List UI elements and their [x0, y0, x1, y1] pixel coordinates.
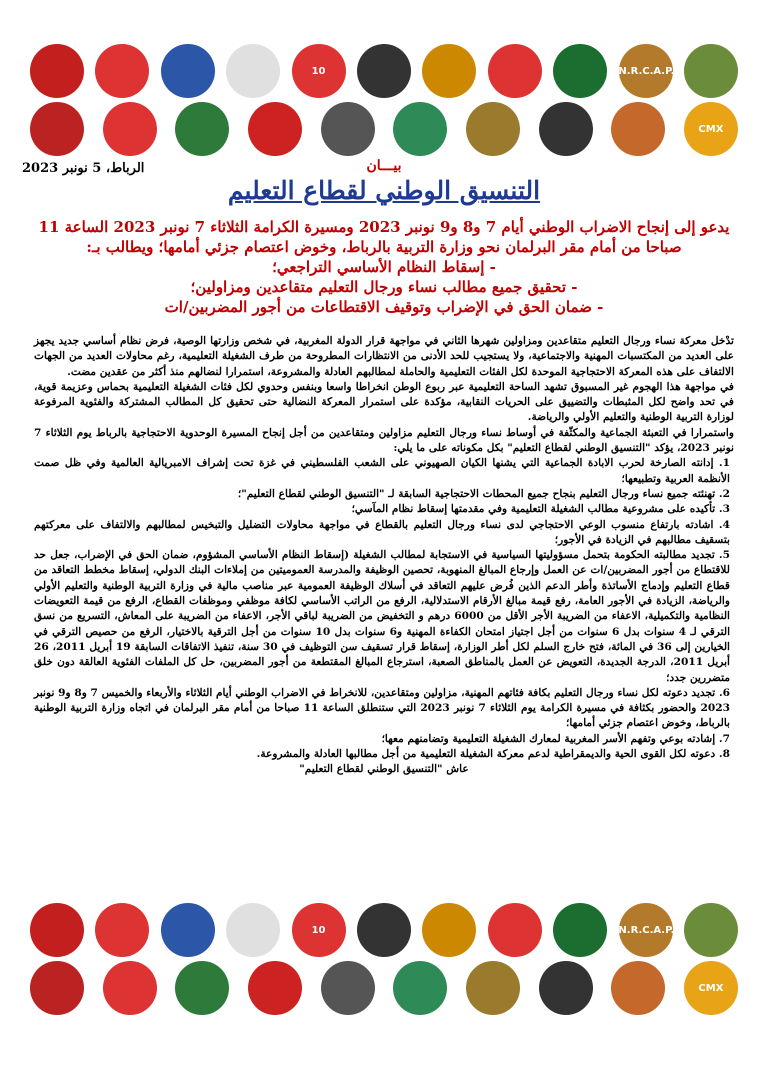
logo-label: CMX: [698, 123, 724, 135]
list-item: 3. تأكيده على مشروعية مطالب الشغيلة التعليمية وفي مقدمتها إسقاط نظام المآسي؛: [351, 503, 730, 516]
network-logo: [393, 961, 447, 1015]
document-type-label: بيـــان: [366, 158, 402, 174]
logo-label: [418, 986, 422, 990]
hand-circle-logo: [95, 44, 149, 98]
demand-item: - إسقاط النظام الأساسي التراجعي؛: [272, 258, 496, 276]
house-gear-logo: [161, 44, 215, 98]
logo-label: [128, 986, 132, 990]
logo-label: 10: [311, 65, 326, 77]
list-item: 8. دعوته لكل القوى الحية والديمقراطية لدعم معركة الشغيلة التعليمية من أجل مطالبها العادلة والمشروعة.: [256, 748, 730, 761]
hands-logo: [611, 102, 665, 156]
mortarboard-logo: [226, 903, 280, 957]
people-circle-logo: [422, 44, 476, 98]
logo-label: [564, 986, 568, 990]
ten-hand-logo: [292, 44, 346, 98]
demand-item: - ضمان الحق في الإضراب وتوقيف الاقتطاعات من أجور المضربين/ات: [164, 298, 604, 316]
logo-label: [346, 127, 350, 131]
anrcapm-logo: [606, 44, 685, 98]
logo-label: [491, 986, 495, 990]
logo-label: [513, 69, 517, 73]
logo-label: [200, 986, 204, 990]
logo-label: CMX: [698, 982, 724, 994]
hands-logo: [611, 961, 665, 1015]
logo-label: [128, 127, 132, 131]
fist-pen-logo: [488, 903, 542, 957]
logo-label: [636, 986, 640, 990]
union-emblem-logo: [684, 44, 738, 98]
fist-star-logo: [30, 44, 84, 98]
logo-label: [447, 69, 451, 73]
hands-circle-logo: [175, 961, 229, 1015]
crowd-logo: [30, 961, 84, 1015]
logo-label: [709, 928, 713, 932]
document-date: الرباط، 5 نونبر 2023: [22, 161, 145, 176]
logo-label: [578, 928, 582, 932]
logo-label: [120, 69, 124, 73]
logo-label: [186, 928, 190, 932]
logo-label: [491, 127, 495, 131]
logo-label: [55, 69, 59, 73]
flower-logo: [539, 102, 593, 156]
statement-body: [34, 334, 734, 778]
logo-label: [251, 928, 255, 932]
cmx-logo: [684, 102, 738, 156]
crowd-logo: [30, 102, 84, 156]
logo-label: [382, 69, 386, 73]
logo-label: [120, 928, 124, 932]
call-line: يدعو إلى إنجاح الاضراب الوطني أيام 7 و8 و9 نونبر 2023 ومسيرة الكرامة الثلاثاء 7 نونبر 2023 الساعة 11 صباحا من أمام مقر البرلمان نحو وزارة التربية بالرباط، وخوض اعتصام جزئي أمامها؛ ويطالب بـ:: [38, 218, 730, 256]
logo-label: 10: [311, 924, 326, 936]
logo-row-top: [30, 44, 738, 98]
people-circle-logo: [422, 903, 476, 957]
fist-raised-logo: [248, 102, 302, 156]
closing-slogan: عاش "التنسيق الوطني لقطاع التعليم": [299, 763, 469, 776]
people-star-logo: [466, 102, 520, 156]
compass-logo: [357, 903, 411, 957]
logo-label: [251, 69, 255, 73]
people-star-logo: [466, 961, 520, 1015]
fist-logo: [103, 961, 157, 1015]
hands-circle-logo: [175, 102, 229, 156]
logo-label: [636, 127, 640, 131]
crescent-star-logo: [553, 903, 607, 957]
logo-label: [200, 127, 204, 131]
list-item: 4. اشادته بارتفاع منسوب الوعي الاحتجاجي لدى نساء ورجال التعليم بالقطاع في مواجهة محاولات التضليل والتبخيس لمطالبهم والالتفاف على معركتهم بتسقيف مطالبهم في الزيادة في الأجور؛: [34, 518, 730, 546]
logo-label: [709, 69, 713, 73]
logo-label: A.N.R.C.A.P.M: [606, 65, 685, 77]
logo-label: [186, 69, 190, 73]
logo-label: [447, 928, 451, 932]
logo-row-bottom-2: [30, 961, 738, 1015]
compass-logo: [357, 44, 411, 98]
logo-label: [273, 127, 277, 131]
paragraph: واستمرارا في التعبئة الجماعية والمكثّفة في أوساط نساء ورجال التعليم مزاولين ومتقاعدين من أجل إنجاح المسيرة الوحدوية الاحتجاجية بالرباط يوم الثلاثاء 7 نونبر 2023، يؤكد "التنسيق الوطني لقطاع التعليم" بكل مكوناته على ما يلي:: [34, 426, 734, 455]
list-item: 5. تجديد مطالبته الحكومة بتحمل مسؤوليتها السياسية في الاستجابة لمطالب الشغيلة (إسقاط النظام الأساسي المشؤوم، ضمان الحق في الإضراب، جعل حد للاقتطاع من أجور المضربين/ات عن العمل وإرجاع المبالغ المنهوبة، تحصين الوظيفة والمدرسة العموميتين من إملاءات البنك الدولي، إسقاط مخطط التعاقد من قطاع التعليم وإدماج الأساتذة وأطر الدعم الذين فُرض عليهم التعاقد في أسلاك الوظيفة العمومية عبر مناصب مالية في وزارة التربية الوطنية والتعليم الأولي والرياضة، الزيادة في الأجور العامة، رفع قيمة مبالغ الأرقام الاستدلالية، الرفع من الراتب الأساسي لكافة موظفي وموظفات القطاع، الرفع من قيمة التعويضات النظامية والتكميلية، الاعفاء من الضريبة الأجر الأقل من 6000 درهم و التخفيض من الضريبة لباقي الأجر، الاعفاء من الضريبة على المعاش، التسريع من نسق الترقي لـ 4 سنوات بدل 6 سنوات من أجل اجتياز امتحان الكفاءة المهنية و6 سنوات بدل 10 سنوات من أجل الترقية بالاختيار، الرفع من حصيص الترقي في الخيارين إلى 36 في المائة، فتح خارج السلم لكل أطر الوزارة، إسقاط قرار تسقيف سن التوظيف في 30 سنة، تنفيذ الاتفاقات السابقة 19 أبريل 2011، 26 أبريل 2011، الدرجة الجديدة، التعويض عن العمل بالمناطق الصعبة، استرجاع المبالغ المقتطعة من أجور المضربين، حل كل الملفات الفئوية العالقة دون خلق متضررين جدد؛: [34, 549, 731, 684]
anrcapm-logo: [606, 903, 685, 957]
logo-label: [564, 127, 568, 131]
logo-label: [55, 928, 59, 932]
paragraph: في مواجهة هذا الهجوم غير المسبوق تشهد الساحة التعليمية عبر ربوع الوطن انخراطا واسعا وبنفس وحدوي لكل فئات الشغيلة التعليمية بحماس وعزيمة قوية، في تحد واضح لكل المثبطات والتضييق على الحريات النقابية، مؤكدة على استمرار المعركة النضالية حتى تحقيق كل المطالب المشتركة والفئوية المرفوعة لوزارة التربية الوطنية والتعليم الأولي والرياضة.: [34, 380, 734, 424]
fist-pen-logo: [488, 44, 542, 98]
logo-label: [418, 127, 422, 131]
logo-label: [513, 928, 517, 932]
network-logo: [393, 102, 447, 156]
logo-row-mid: [30, 102, 738, 156]
list-item: 6. تجديد دعوته لكل نساء ورجال التعليم بكافة فئاتهم المهنية، مزاولين ومتقاعدين، للانخراط في الاضراب الوطني أيام الثلاثاء والأربعاء والخميس 7 و8 و9 نونبر 2023 والحضور بكثافة في مسيرة الكرامة يوم الثلاثاء 7 نونبر 2023 التي ستنطلق الساعة 11 صباحا من أمام مقر البرلمان في اتجاه وزارة التربية الوطنية بالرباط، وخوض اعتصام جزئي أمامها؛: [34, 686, 731, 730]
cmx-logo: [684, 961, 738, 1015]
logo-label: [273, 986, 277, 990]
logo-label: [55, 986, 59, 990]
list-item: 2. تهنئته جميع نساء ورجال التعليم بنجاح جميع المحطات الاحتجاجية السابقة لـ "التنسيق الوطني لقطاع التعليم"؛: [237, 487, 730, 500]
list-item: 7. إشادته بوعي وتفهم الأسر المغربية لمعارك الشغيلة التعليمية وتضامنهم معها؛: [381, 732, 730, 745]
key-logo: [321, 102, 375, 156]
fist-raised-logo: [248, 961, 302, 1015]
document-title: التنسيق الوطني لقطاع التعليم: [227, 176, 541, 205]
demand-item: - تحقيق جميع مطالب نساء ورجال التعليم متقاعدين ومزاولين؛: [190, 278, 578, 296]
logo-label: [578, 69, 582, 73]
ten-hand-logo: [292, 903, 346, 957]
paragraph: تدْخل معركة نساء ورجال التعليم متقاعدين ومزاولين شهرها الثاني في مواجهة قرار الدولة المغربية، في شخص وزارتها الوصية، فرض نظام أساسي جديد يجهز على العديد من المكتسبات المهنية والاجتماعية، ولا يستجيب للحد الأدنى من الانتظارات المطروحة من طرف الشغيلة التعليمية، رغم محاولات العديد من الجهات الالتفاف على هذه المعركة الاحتجاجية الموحدة لكل الفئات التعليمية والحاملة لمطالبهم العادلة والمشروعة، استمرارا لنضالهم منذ أكثر من عقدين مضت.: [34, 335, 734, 378]
key-logo: [321, 961, 375, 1015]
call-to-action: [36, 217, 732, 317]
house-gear-logo: [161, 903, 215, 957]
logo-label: [382, 928, 386, 932]
logo-label: [346, 986, 350, 990]
hand-circle-logo: [95, 903, 149, 957]
logo-label: A.N.R.C.A.P.M: [606, 924, 685, 936]
union-emblem-logo: [684, 903, 738, 957]
mortarboard-logo: [226, 44, 280, 98]
logo-row-bottom-1: [30, 903, 738, 957]
fist-star-logo: [30, 903, 84, 957]
flower-logo: [539, 961, 593, 1015]
fist-logo: [103, 102, 157, 156]
list-item: 1. إدانته الصارخة لحرب الابادة الجماعية التي يشنها الكيان الصهيوني على الشعب الفلسطيني في غزة تحت إشراف الامبريالية العالمية وفي ظل صمت الأنظمة العربية وتطبيعها؛: [34, 457, 730, 485]
crescent-star-logo: [553, 44, 607, 98]
logo-label: [55, 127, 59, 131]
